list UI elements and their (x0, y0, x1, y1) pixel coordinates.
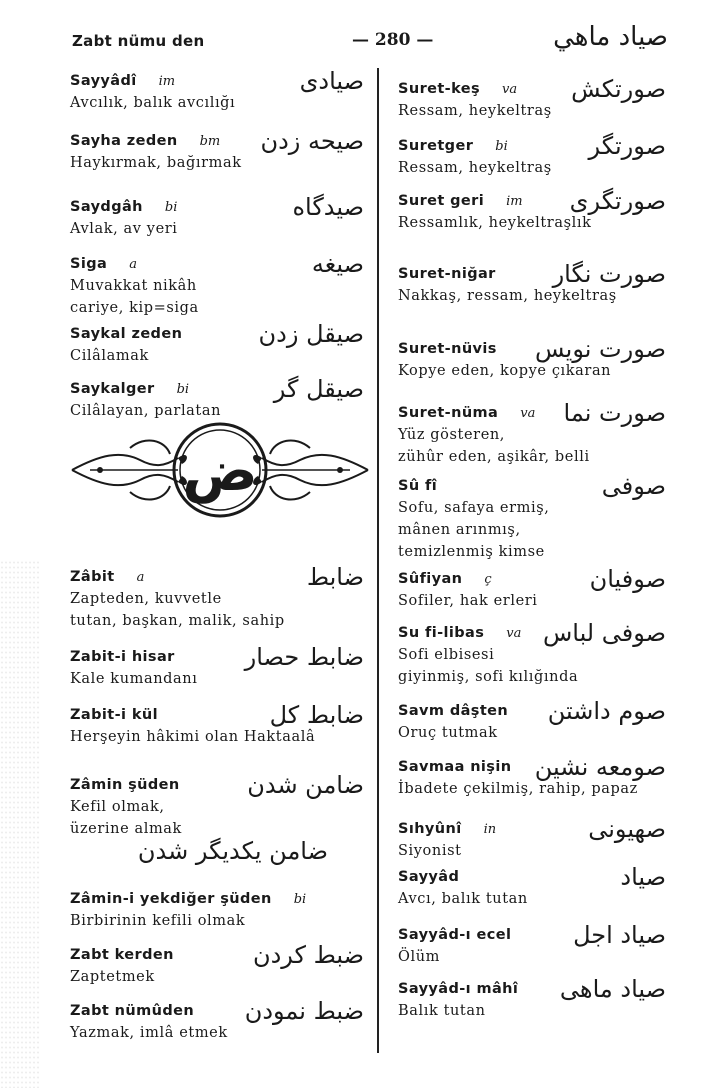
arabic-headword: ضابط كل (269, 701, 364, 729)
dictionary-entry (70, 941, 368, 988)
definition-line: Yazmak, imlâ etmek (70, 1025, 228, 1041)
entry-head-line (398, 75, 670, 103)
definition-line: üzerine almak (70, 821, 182, 837)
arabic-headword: صوفى لباس (542, 619, 666, 647)
headword: Saydgâh (70, 199, 143, 215)
headword: Suretger (398, 138, 474, 154)
part-of-speech: a (129, 257, 137, 272)
entry-head-line (398, 399, 670, 427)
definition-line: Ressam, heykeltraş (398, 103, 552, 119)
headword: Sayyâdî (70, 73, 137, 89)
definition-line: Nakkaş, ressam, heykeltraş (398, 288, 617, 304)
headword: Zâmin şüden (70, 777, 180, 793)
definition-line: Balık tutan (398, 1003, 486, 1019)
letter-dad-ornament (70, 410, 370, 530)
definition-line: Herşeyin hâkimi olan Haktaalâ (70, 729, 316, 745)
dictionary-entry (398, 697, 670, 744)
headword: Zabit-i hisar (70, 649, 175, 665)
definition-line: Avlak, av yeri (70, 221, 178, 237)
arabic-headword: صورت نويس (535, 335, 666, 363)
entry-head-line (70, 193, 368, 221)
entry-head-line (398, 753, 670, 781)
headword: Sayyâd-ı mâhî (398, 981, 519, 997)
entry-head-line (70, 701, 368, 729)
entry-head-line (70, 67, 368, 95)
part-of-speech: ç (484, 572, 492, 587)
definition-line: tutan, başkan, malik, sahip (70, 613, 285, 629)
arabic-headword: صوفى (601, 472, 666, 500)
definition-line: Cilâlayan, parlatan (70, 403, 222, 419)
entry-head-line (70, 127, 368, 155)
dictionary-entry (70, 701, 368, 748)
dictionary-entry (398, 863, 670, 910)
arabic-headword: صورتكش (571, 75, 666, 103)
ornament-letter: ض (182, 439, 258, 504)
definition-line: Kale kumandanı (70, 671, 198, 687)
dictionary-entry (398, 921, 670, 968)
definition-line: Siyonist (398, 843, 462, 859)
page-edge-speckle (0, 560, 40, 1088)
definition-line: Muvakkat nikâh (70, 278, 197, 294)
arabic-headword: صورتگرى (569, 187, 666, 215)
entry-head-line (70, 941, 368, 969)
arabic-headword: ضبط نمودن (244, 997, 364, 1025)
dictionary-entry (398, 753, 670, 800)
arabic-headword: صوم داشتن (547, 697, 666, 725)
headword: Suret-nüvis (398, 341, 497, 357)
definition-line: Sofi elbisesi (398, 647, 495, 663)
dictionary-entry (398, 565, 670, 612)
arabic-headword: صيدگاه (292, 193, 364, 221)
headword: Sıhyûnî (398, 821, 462, 837)
definition-line: Ölüm (398, 949, 441, 965)
headword: Siga (70, 256, 108, 272)
entry-head-line (398, 697, 670, 725)
definition-line: Yüz gösteren, (398, 427, 506, 443)
dictionary-entry (398, 187, 670, 234)
dictionary-entry (70, 67, 368, 114)
part-of-speech: im (158, 74, 176, 89)
dictionary-entry (398, 975, 670, 1022)
entry-head-line (70, 997, 368, 1025)
headword: Savmaa nişin (398, 759, 512, 775)
headword: Savm dâşten (398, 703, 509, 719)
dictionary-entry (70, 837, 368, 865)
entry-head-line (70, 888, 368, 910)
arabic-headword: صورتگر (588, 132, 666, 160)
entry-head-line (398, 187, 670, 215)
dictionary-entry (398, 815, 670, 862)
definition-line: Kopye eden, kopye çıkaran (398, 363, 612, 379)
part-of-speech: bi (495, 139, 508, 154)
part-of-speech: bm (199, 134, 221, 149)
dictionary-entry (70, 563, 368, 632)
entry-head-line (398, 335, 670, 363)
entry-head-line (70, 643, 368, 671)
headword: Su fi-libas (398, 625, 485, 641)
arabic-headword: ضابط حصار (244, 643, 364, 671)
entry-head-line (70, 375, 368, 403)
headword: Zâmin-i yekdiğer şüden (70, 891, 272, 907)
dictionary-entry (70, 250, 368, 319)
definition-line: giyinmiş, sofi kılığında (398, 669, 579, 685)
headword: Suret-keş (398, 81, 481, 97)
definition-line: Zaptetmek (70, 969, 155, 985)
entry-head-line (398, 975, 670, 1003)
dictionary-entry (70, 997, 368, 1044)
part-of-speech: in (483, 822, 497, 837)
definition-line: Zapteden, kuvvetle (70, 591, 222, 607)
dictionary-entry (70, 771, 368, 840)
headword: Suret-niğar (398, 266, 496, 282)
definition-line: Oruç tutmak (398, 725, 498, 741)
arabic-headword: صورت نگار (552, 260, 666, 288)
arabic-headword: صياد اجل (573, 921, 666, 949)
entry-head-line (398, 921, 670, 949)
headword: Suret-nüma (398, 405, 499, 421)
headword: Zabt nümûden (70, 1003, 195, 1019)
header-arabic-guide-word: صياد ماهي (553, 22, 668, 52)
arabic-headword: صيقل گر (273, 375, 364, 403)
definition-line: Birbirinin kefili olmak (70, 913, 246, 929)
dictionary-entry (70, 888, 368, 932)
part-of-speech: a (136, 570, 145, 585)
arabic-headword: ضامن يكديگر شدن (137, 837, 328, 865)
arabic-headword: صياد (620, 863, 666, 891)
definition-line: temizlenmiş kimse (398, 544, 545, 560)
arabic-headword: ضبط كردن (252, 941, 364, 969)
headword: Sûfiyan (398, 571, 463, 587)
headword: Sû fî (398, 478, 438, 494)
definition-line: İbadete çekilmiş, rahip, papaz (398, 781, 638, 797)
arabic-headword: ضامن شدن (247, 771, 364, 799)
page-header (70, 22, 670, 66)
entry-head-line (70, 250, 368, 278)
arabic-headword: صيحه زدن (260, 127, 364, 155)
dictionary-entry (398, 75, 670, 122)
headword: Zabt kerden (70, 947, 174, 963)
entry-head-line (70, 563, 368, 591)
entry-head-line (398, 565, 670, 593)
definition-line: zühûr eden, aşikâr, belli (398, 449, 590, 465)
definition-line: cariye, kip=siga (70, 300, 199, 316)
arabic-headword: ضابط (306, 563, 364, 591)
arabic-headword: صياد ماهى (559, 975, 666, 1003)
part-of-speech: im (506, 194, 523, 209)
definition-line: Kefil olmak, (70, 799, 165, 815)
arabic-headword: صورت نما (563, 399, 666, 427)
dictionary-entry (398, 619, 670, 688)
part-of-speech: bi (293, 892, 307, 907)
column-divider (377, 68, 379, 1053)
definition-line: Sofiler, hak erleri (398, 593, 538, 609)
definition-line: Haykırmak, bağırmak (70, 155, 242, 171)
entry-head-line (70, 320, 368, 348)
headword: Saykalger (70, 381, 155, 397)
arabic-headword: صيادى (299, 67, 364, 95)
entry-head-line (398, 619, 670, 647)
entry-head-line (398, 472, 670, 500)
definition-line: Avcılık, balık avcılığı (70, 95, 236, 111)
dictionary-entry (398, 472, 670, 563)
definition-line: Avcı, balık tutan (398, 891, 528, 907)
dictionary-entry (398, 132, 670, 179)
dictionary-entry (398, 260, 670, 307)
part-of-speech: bi (164, 200, 178, 215)
definition-line: Cilâlamak (70, 348, 149, 364)
headword: Zâbit (70, 569, 115, 585)
dictionary-entry (70, 320, 368, 367)
dictionary-entry (70, 643, 368, 690)
part-of-speech: bi (176, 382, 190, 397)
arabic-headword: صهيونى (588, 815, 666, 843)
arabic-headword: صيغه (311, 250, 364, 278)
dictionary-entry (398, 399, 670, 468)
page-number: — 280 — (352, 30, 434, 50)
part-of-speech: va (502, 82, 518, 97)
entry-head-line (398, 863, 670, 891)
entry-head-line (398, 260, 670, 288)
headword: Zabit-i kül (70, 707, 158, 723)
definition-line: Sofu, safaya ermiş, (398, 500, 550, 516)
definition-line: Ressamlık, heykeltraşlık (398, 215, 592, 231)
dictionary-entry (70, 193, 368, 240)
entry-head-line (398, 132, 670, 160)
entry-head-line (70, 771, 368, 799)
dictionary-entry (398, 335, 670, 382)
entry-head-line (70, 837, 368, 865)
entry-head-line (398, 815, 670, 843)
headword: Saykal zeden (70, 326, 183, 342)
part-of-speech: va (520, 406, 536, 421)
headword: Suret geri (398, 193, 485, 209)
definition-line: Ressam, heykeltraş (398, 160, 552, 176)
dictionary-entry (70, 127, 368, 174)
headword: Sayyâd (398, 869, 460, 885)
definition-line: mânen arınmış, (398, 522, 521, 538)
header-guide-word: Zabt nümu den (72, 32, 205, 50)
arabic-headword: صومعه نشين (534, 753, 666, 781)
part-of-speech: va (506, 626, 522, 641)
arabic-headword: صيقل زدن (258, 320, 364, 348)
arabic-headword: صوفيان (589, 565, 666, 593)
dictionary-page (70, 22, 670, 1062)
headword: Sayha zeden (70, 133, 178, 149)
headword: Sayyâd-ı ecel (398, 927, 512, 943)
